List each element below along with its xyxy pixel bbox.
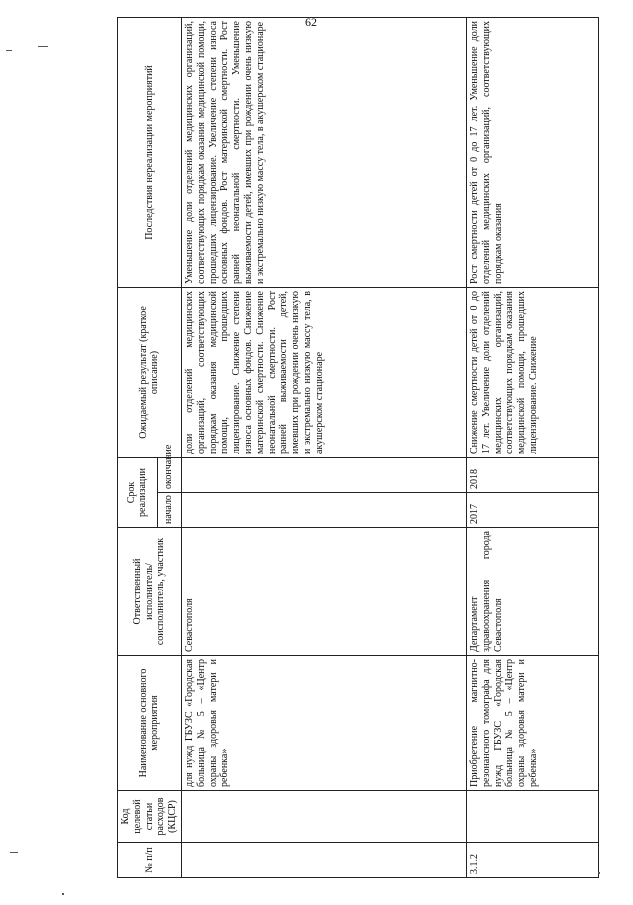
header-consequences: Последствия нереализации мероприятий xyxy=(118,18,182,288)
header-name: Наименование основного мероприятия xyxy=(118,656,182,791)
cell-start: 2017 xyxy=(466,493,598,528)
header-end: окончание xyxy=(157,458,181,493)
cell-num: 3.1.2 xyxy=(466,843,598,878)
cell-end xyxy=(181,458,466,493)
cell-start xyxy=(181,493,466,528)
header-start: начало xyxy=(157,493,181,528)
cell-name: для нужд ГБУЗС «Городская больница № 5 – «Центр охраны здоровья матери и ребенка» xyxy=(181,656,466,791)
header-responsible: Ответственный исполнитель/соисполнитель, участник xyxy=(118,528,182,656)
header-num: № п/п xyxy=(118,843,182,878)
scan-mark xyxy=(6,50,12,51)
cell-code xyxy=(466,791,598,843)
cell-code xyxy=(181,791,466,843)
scan-mark xyxy=(38,46,48,47)
measures-table xyxy=(117,17,599,878)
cell-end: 2018 xyxy=(466,458,598,493)
page-number: 62 xyxy=(305,15,317,29)
scan-mark xyxy=(10,852,18,853)
header-result: Ожидаемый результат (краткое описание) xyxy=(118,288,182,458)
cell-num xyxy=(181,843,466,878)
cell-name: Приобретение магнитно-резонансного томографа для нужд ГБУЗС «Городская больница № 5 – «Центр охраны здоровья матери и ребенка» xyxy=(466,656,598,791)
header-period: Срок реализации xyxy=(118,458,158,528)
cell-consequences: Рост смертности детей от 0 до 17 лет. Уменьшение доли отделений медицинских организаций, соответствующих порядкам оказания xyxy=(466,18,598,288)
cell-result: Снижение смертности детей от 0 до 17 лет. Увеличение доли отделений медицинских организаций, соответствующих порядкам оказания медицинской помощи, прошедших лицензирование. Снижение xyxy=(466,288,598,458)
scan-mark xyxy=(62,893,64,895)
rotated-table-container xyxy=(117,18,592,878)
table-row xyxy=(181,18,466,878)
header-row xyxy=(118,18,158,878)
table-row xyxy=(466,18,598,878)
cell-responsible: Севастополя xyxy=(181,528,466,656)
header-code: Код целевой статьи расходов (КЦСР) xyxy=(118,791,182,843)
cell-consequences: Уменьшение доли отделений медицинских организаций, соответствующих порядкам оказания медицинской помощи, прошедших лицензирование. Увеличение степени износа основных фондов. Рост материнской смертности. Рост ранней неонатальной смертности. Уменьшение выживаемости детей, имевших при рождении очень низкую и экстремально низкую массу тела, в акушерском стационаре xyxy=(181,18,466,288)
cell-responsible: Департамент здравоохранения города Севастополя xyxy=(466,528,598,656)
cell-result: доли отделений медицинских организаций, соответствующих порядкам оказания медицинской помощи, прошедших лицензирование. Снижение степени износа основных фондов. Снижение материнской смертности. Снижение неонатальной смертности. Рост ранней выживаемости детей, имевших при рождении очень низкую и экстремально низкую массу тела, в акушерском стационаре xyxy=(181,288,466,458)
scan-mark xyxy=(598,872,600,874)
